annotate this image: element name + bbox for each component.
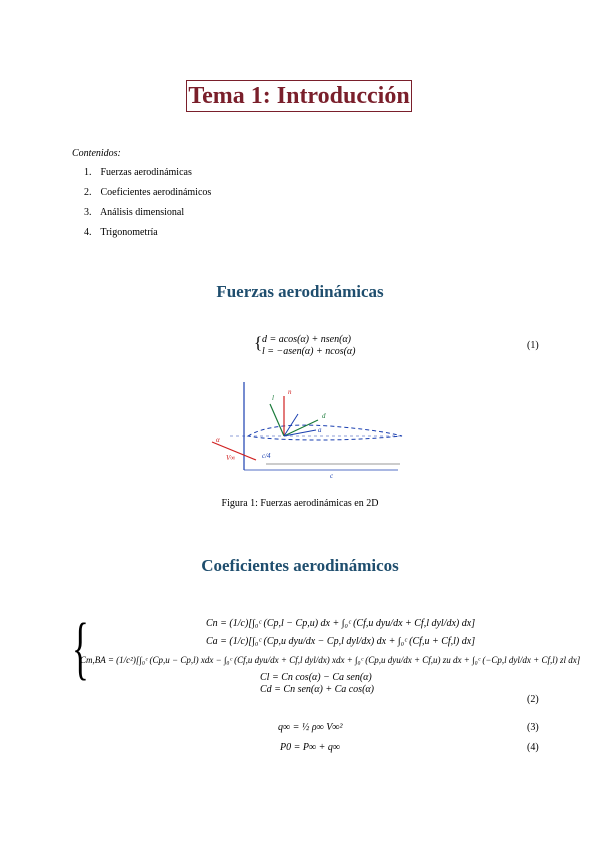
equation-total-pressure: P0 = P∞ + q∞ — [280, 742, 340, 753]
sketch-label-vinf: V∞ — [226, 454, 236, 462]
equation-cm: Cm,BA = (1/c²)[∫₀ᶜ (Cp,u − Cp,l) xdx − ∫₀ᶜ (Cf,u dyu/dx + Cf,l dyl/dx) xdx + ∫₀ᶜ (Cp,u dyu/dx + Cf,u) zu dx + ∫₀ᶜ (−Cp,l dyl/dx + Cf,l) zl dx] — [80, 655, 581, 665]
airfoil-force-sketch — [210, 378, 410, 490]
table-of-contents — [84, 166, 211, 246]
sketch-label-l: l — [272, 394, 274, 402]
figure-caption: Figura 1: Fuerzas aerodinámicas en 2D — [221, 498, 379, 509]
toc-item: 3. Análisis dimensional — [84, 207, 185, 218]
sketch-label-a: a — [318, 426, 322, 434]
page-title: Tema 1: Introducción — [186, 80, 412, 112]
equation-number-2: (2) — [527, 694, 539, 705]
toc-item: 4. Trigonometría — [84, 227, 158, 238]
equation-number-4: (4) — [527, 742, 539, 753]
section-heading-coeficientes: Coeficientes aerodinámicos — [201, 556, 399, 575]
equation-number-1: (1) — [527, 340, 539, 351]
equation-ca: Ca = (1/c)[∫₀ᶜ (Cp,u dyu/dx − Cp,l dyl/dx) dx + ∫₀ᶜ (Cf,u + Cf,l) dx] — [206, 636, 476, 647]
equation-cn: Cn = (1/c)[∫₀ᶜ (Cp,l − Cp,u) dx + ∫₀ᶜ (Cf,u dyu/dx + Cf,l dyl/dx) dx] — [206, 618, 476, 629]
equation-dynamic-pressure: q∞ = ½ ρ∞ V∞² — [278, 722, 343, 733]
toc-item: 1. Fuerzas aerodinámicas — [84, 167, 192, 178]
toc-item: 2. Coeficientes aerodinámicos — [84, 187, 212, 198]
section-heading-fuerzas: Fuerzas aerodinámicas — [216, 282, 384, 301]
sketch-label-d: d — [322, 412, 326, 420]
equation-d: d = acos(α) + nsen(α) — [262, 334, 351, 345]
equation-cd: Cd = Cn sen(α) + Ca cos(α) — [260, 684, 374, 695]
sketch-label-c: c — [330, 472, 334, 480]
big-brace: { — [72, 610, 89, 687]
equation-cl: Cl = Cn cos(α) − Ca sen(α) — [260, 672, 372, 683]
sketch-label-n: n — [288, 388, 292, 396]
equation-l: l = −asen(α) + ncos(α) — [262, 346, 356, 357]
equation-number-3: (3) — [527, 722, 539, 733]
sketch-label-cl4: c/4 — [262, 452, 271, 460]
brace: { — [254, 333, 263, 352]
sketch-label-alpha: α — [216, 436, 220, 444]
contents-label: Contenidos: — [72, 148, 121, 159]
